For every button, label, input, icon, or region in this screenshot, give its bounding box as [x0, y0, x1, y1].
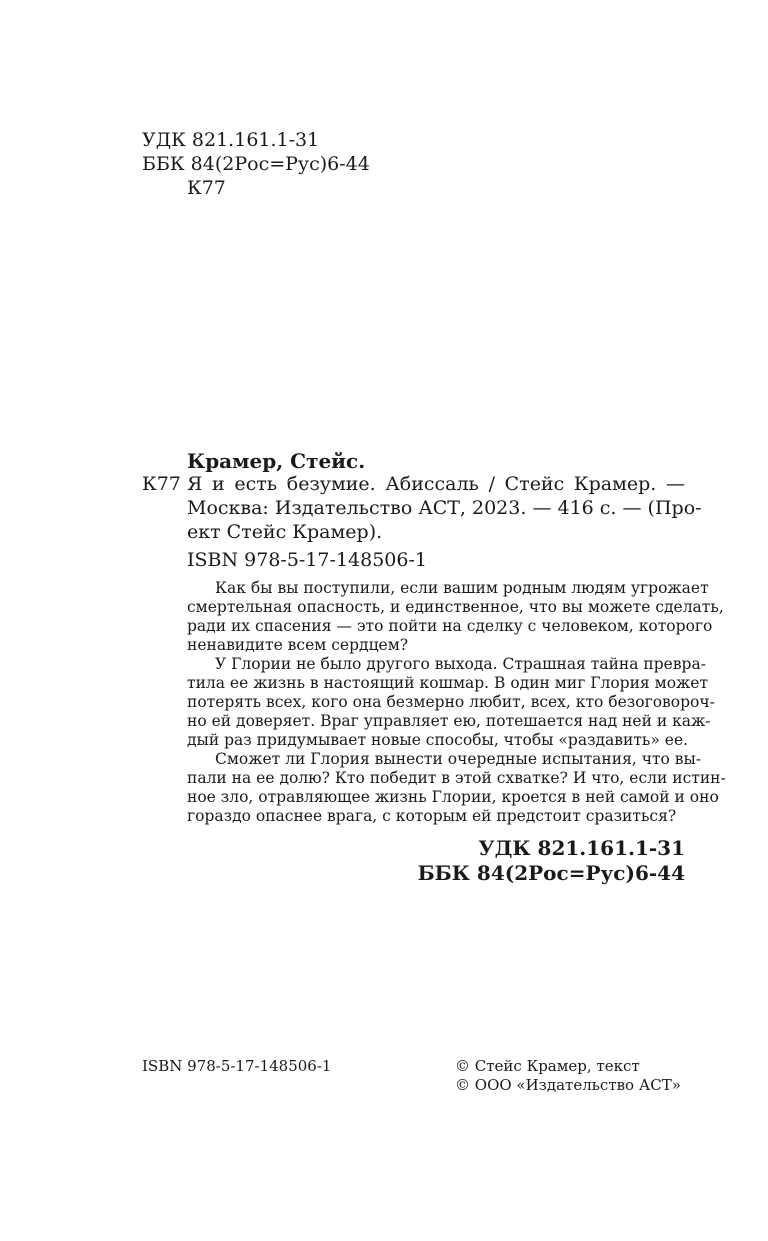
copyright-author: © Стейс Крамер, текст: [455, 1057, 640, 1075]
annotation-line: Сможет ли Глория вынести очередные испытания, что вы-: [215, 750, 702, 768]
record-author-mark: К77: [142, 473, 181, 495]
annotation-line: но ей доверяет. Враг управляет ею, потешается над ней и каж-: [187, 712, 711, 730]
record-line: Москва: Издательство АСТ, 2023. — 416 с. — (Про-: [187, 497, 702, 519]
annotation-line: потерять всех, кого она безмерно любит, всех, кто безоговороч-: [187, 693, 715, 711]
author-mark-top: К77: [187, 177, 226, 199]
annotation-line: Как бы вы поступили, если вашим родным людям угрожает: [215, 579, 709, 597]
record-line: ект Стейс Крамер).: [187, 521, 383, 543]
annotation-line: У Глории не было другого выхода. Страшная тайна превра-: [215, 655, 706, 673]
bbk-code-top: ББК 84(2Рос=Рус)6-44: [142, 153, 370, 175]
copyright-publisher: © ООО «Издательство АСТ»: [455, 1076, 681, 1094]
annotation-line: дый раз придумывает новые способы, чтобы «раздавить» ее.: [187, 731, 689, 749]
bbk-code-bottom: ББК 84(2Рос=Рус)6-44: [417, 861, 685, 885]
annotation-line: гораздо опаснее врага, с которым ей предстоит сразиться?: [187, 807, 677, 825]
record-isbn: ISBN 978-5-17-148506-1: [187, 549, 427, 571]
record-author: Крамер, Стейс.: [187, 449, 366, 473]
annotation-line: ненавидите всем сердцем?: [187, 636, 409, 654]
annotation-line: ное зло, отравляющее жизнь Глории, кроется в ней самой и оно: [187, 788, 719, 806]
udk-code-bottom: УДК 821.161.1-31: [478, 836, 685, 860]
annotation-line: смертельная опасность, и единственное, что вы можете сделать,: [187, 598, 724, 616]
annotation-line: тила ее жизнь в настоящий кошмар. В один миг Глория может: [187, 674, 709, 692]
record-line: Я и есть безумие. Абиссаль / Стейс Крамер. —: [187, 473, 685, 495]
annotation-line: ради их спасения — это пойти на сделку с человеком, которого: [187, 617, 713, 635]
annotation-line: пали на ее долю? Кто победит в этой схватке? И что, если истин-: [187, 769, 726, 787]
udk-code-top: УДК 821.161.1-31: [142, 129, 320, 151]
footer-isbn: ISBN 978-5-17-148506-1: [142, 1057, 332, 1075]
